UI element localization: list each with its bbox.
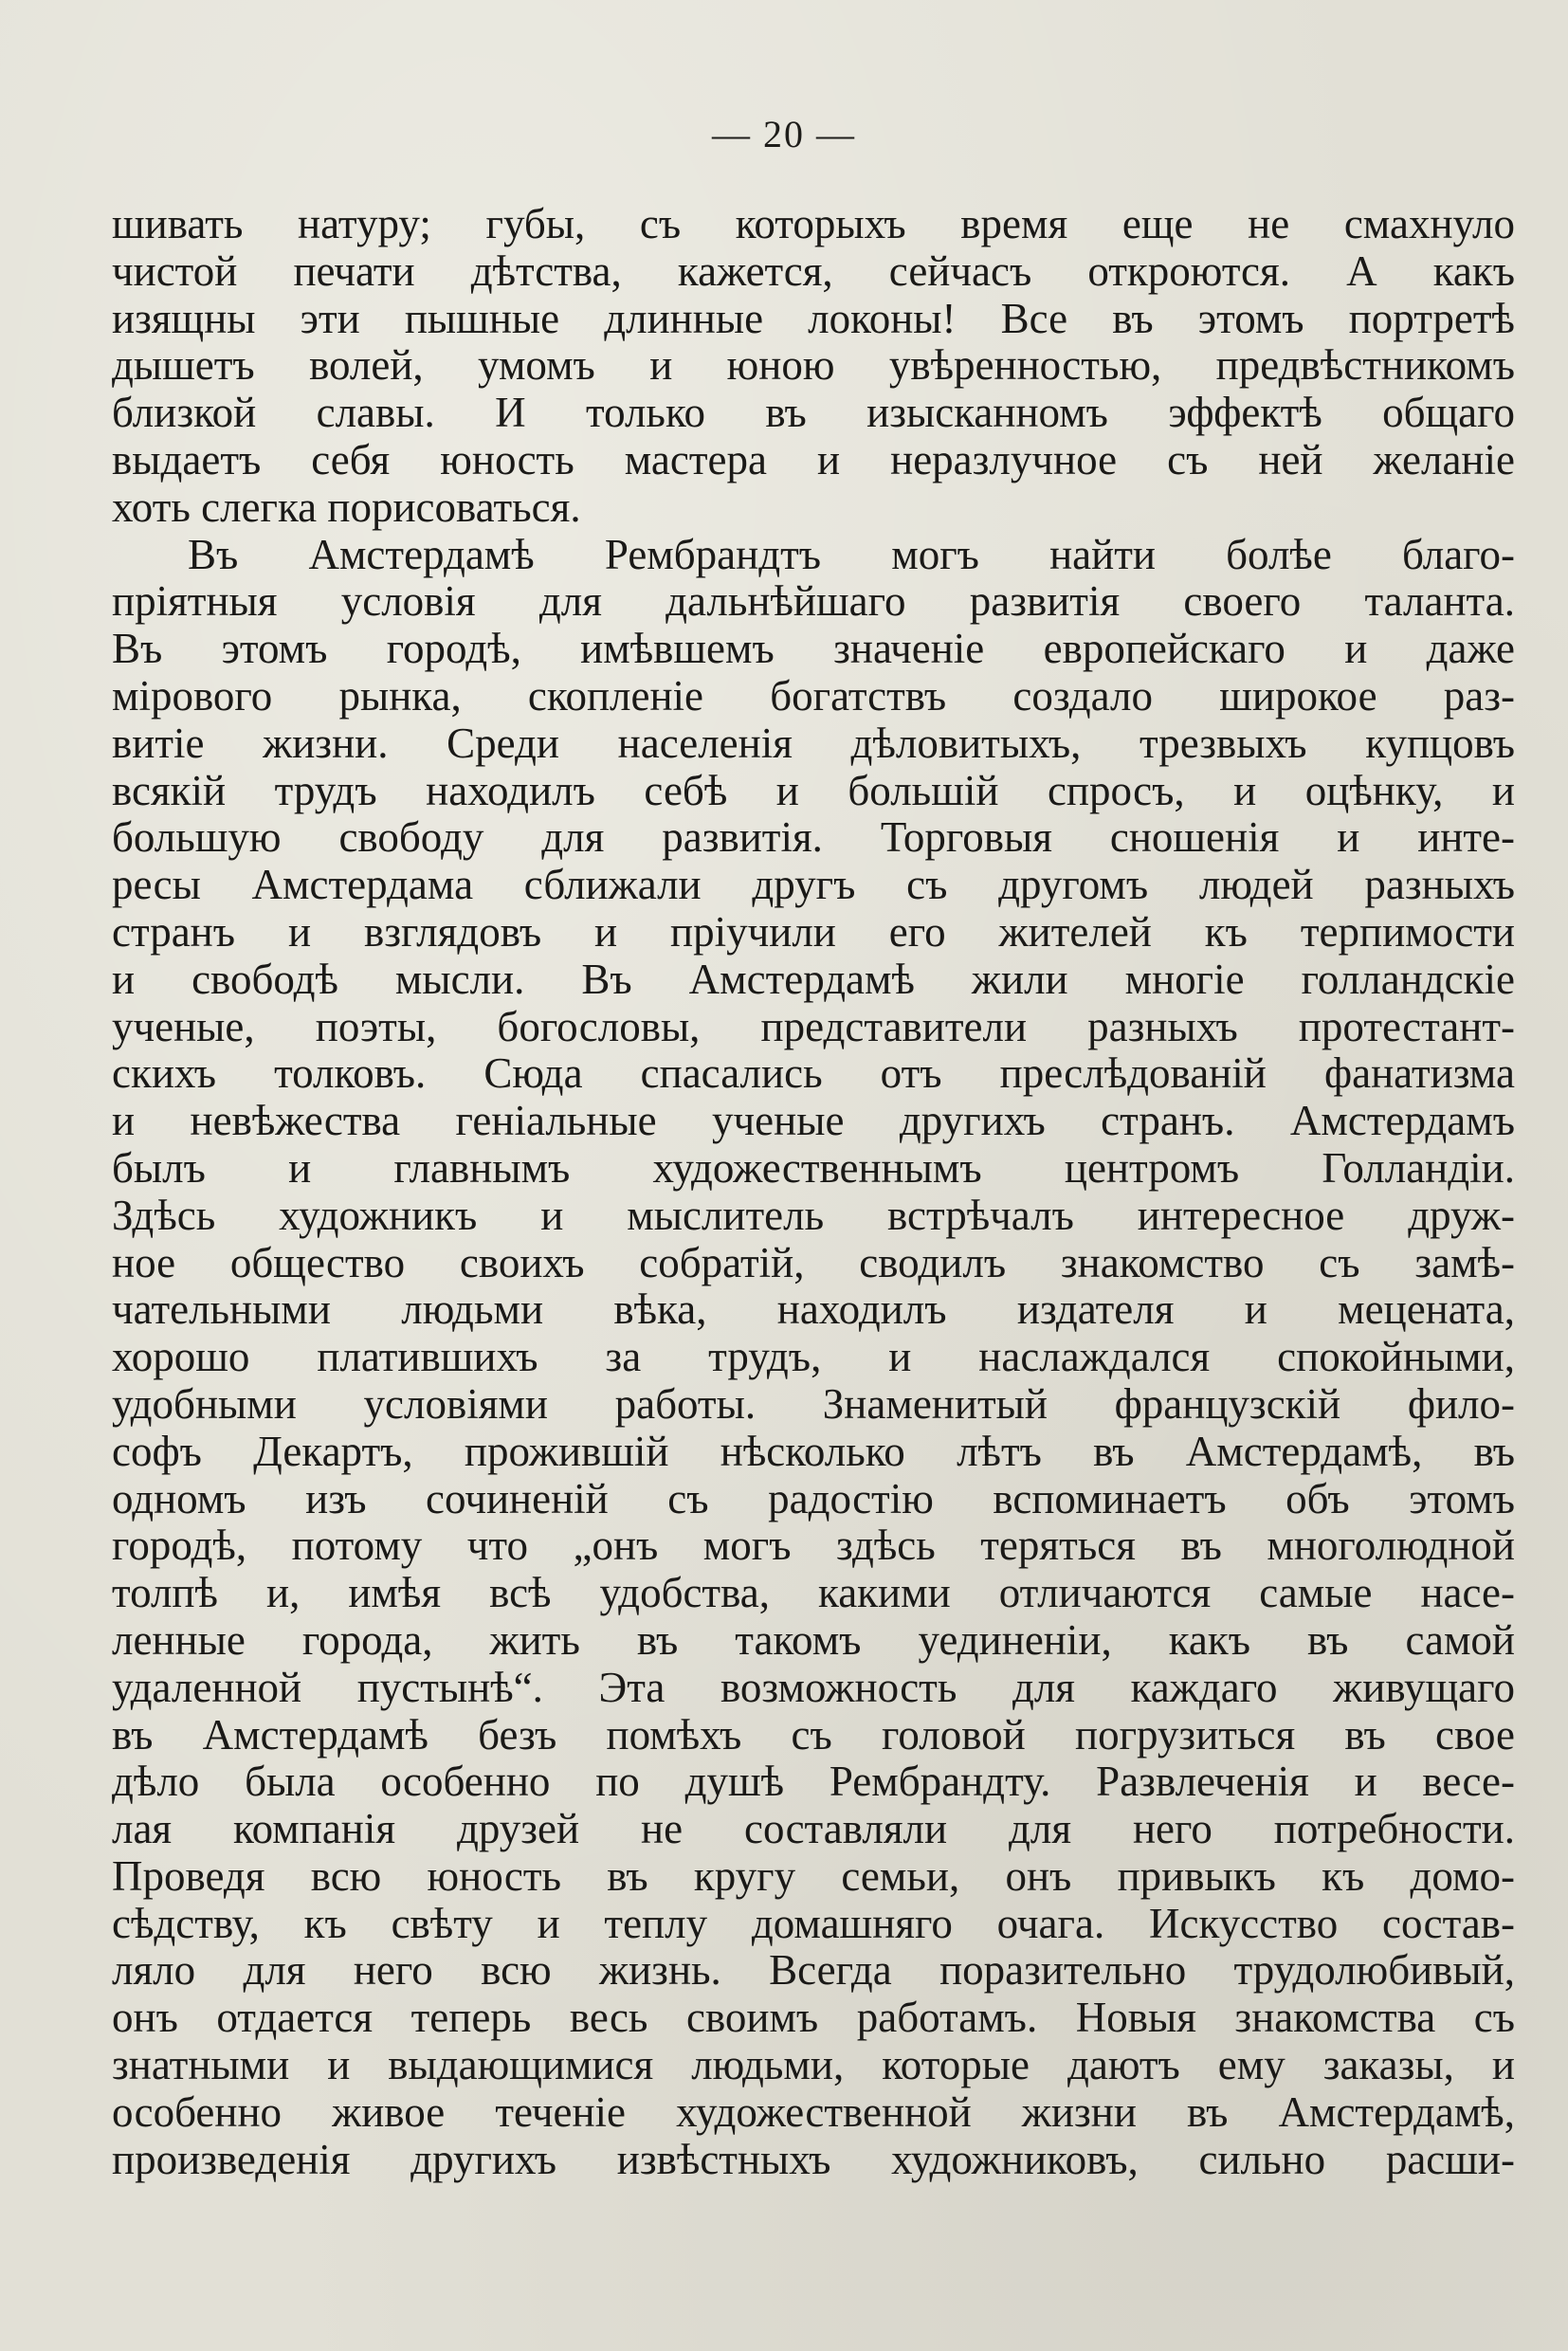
text-line: странъ и взглядовъ и пріучили его жителей къ терпимости xyxy=(112,908,1515,956)
text-line: знатными и выдающимися людьми, которые даютъ ему заказы, и xyxy=(112,2042,1515,2089)
page-number: — 20 — xyxy=(712,113,856,155)
text-line: близкой славы. И только въ изысканномъ эффектѣ общаго xyxy=(112,390,1515,437)
text-line: ресы Амстердама сближали другъ съ другомъ людей разныхъ xyxy=(112,862,1515,909)
text-line: ленные города, жить въ такомъ уединеніи, какъ въ самой xyxy=(112,1616,1515,1664)
text-line: произведенія другихъ извѣстныхъ художниковъ, сильно расши- xyxy=(112,2136,1515,2183)
text-line: ученые, поэты, богословы, представители разныхъ протестант- xyxy=(112,1003,1515,1050)
text-line: и свободѣ мысли. Въ Амстердамѣ жили многіе голландскіе xyxy=(112,956,1515,1003)
text-line: хоть слегка порисоваться. xyxy=(112,483,581,531)
text-line: изящны эти пышные длинные локоны! Все въ этомъ портретѣ xyxy=(112,295,1515,342)
text-line: Проведя всю юность въ кругу семьи, онъ привыкъ къ домо- xyxy=(112,1852,1515,1900)
text-line: скихъ толковъ. Сюда спасались отъ преслѣдованій фанатизма xyxy=(112,1050,1515,1098)
text-line: удобными условіями работы. Знаменитый французскій фило- xyxy=(112,1380,1515,1428)
text-line: лая компанія друзей не составляли для него потребности. xyxy=(112,1806,1515,1853)
text-line: витіе жизни. Среди населенія дѣловитыхъ, трезвыхъ купцовъ xyxy=(112,720,1515,767)
text-line: особенно живое теченіе художественной жизни въ Амстердамѣ, xyxy=(112,2088,1515,2136)
body-text xyxy=(112,201,1515,2183)
text-line: чистой печати дѣтства, кажется, сейчасъ откроются. А какъ xyxy=(112,247,1515,295)
text-line: большую свободу для развитія. Торговыя сношенія и инте- xyxy=(112,814,1515,862)
text-line: Здѣсь художникъ и мыслитель встрѣчалъ интересное друж- xyxy=(112,1192,1515,1239)
text-line: выдаетъ себя юность мастера и неразлучное съ ней желаніе xyxy=(112,436,1515,483)
text-line: дышетъ волей, умомъ и юною увѣренностью, предвѣстникомъ xyxy=(112,342,1515,390)
text-line: софъ Декартъ, прожившій нѣсколько лѣтъ въ Амстердамѣ, въ xyxy=(112,1428,1515,1475)
text-line: и невѣжества геніальные ученые другихъ странъ. Амстердамъ xyxy=(112,1098,1515,1145)
text-line: ное общество своихъ собратій, сводилъ знакомство съ замѣ- xyxy=(112,1239,1515,1286)
text-line: пріятныя условія для дальнѣйшаго развитія своего таланта. xyxy=(112,578,1515,626)
text-line: онъ отдается теперь весь своимъ работамъ. Новыя знакомства съ xyxy=(112,1995,1515,2042)
text-line: сѣдству, къ свѣту и теплу домашняго очага. Искусство состав- xyxy=(112,1900,1515,1947)
text-line: хорошо платившихъ за трудъ, и наслаждался спокойными, xyxy=(112,1334,1515,1381)
text-line: ляло для него всю жизнь. Всегда поразительно трудолюбивый, xyxy=(112,1947,1515,1995)
text-line: Въ этомъ городѣ, имѣвшемъ значеніе европейскаго и даже xyxy=(112,626,1515,673)
text-line: толпѣ и, имѣя всѣ удобства, какими отличаются самые насе- xyxy=(112,1570,1515,1617)
text-line: былъ и главнымъ художественнымъ центромъ Голландіи. xyxy=(112,1144,1515,1192)
text-line: чательными людьми вѣка, находилъ издателя и мецената, xyxy=(112,1286,1515,1334)
text-line: одномъ изъ сочиненій съ радостію вспоминаетъ объ этомъ xyxy=(112,1475,1515,1522)
text-line: удаленной пустынѣ“. Эта возможность для каждаго живущаго xyxy=(112,1664,1515,1711)
paragraph-start-line: Въ Амстердамѣ Рембрандтъ могъ найти болѣе благо- xyxy=(188,531,1515,578)
text-line: въ Амстердамѣ безъ помѣхъ съ головой погрузиться въ свое xyxy=(112,1711,1515,1759)
text-line: всякій трудъ находилъ себѣ и большій спросъ, и оцѣнку, и xyxy=(112,767,1515,814)
text-line: дѣло была особенно по душѣ Рембрандту. Развлеченія и весе- xyxy=(112,1759,1515,1806)
text-line: шивать натуру; губы, съ которыхъ время еще не смахнуло xyxy=(112,201,1515,247)
text-line: городѣ, потому что „онъ могъ здѣсь теряться въ многолюдной xyxy=(112,1522,1515,1570)
text-line: мірового рынка, скопленіе богатствъ создало широкое раз- xyxy=(112,672,1515,720)
